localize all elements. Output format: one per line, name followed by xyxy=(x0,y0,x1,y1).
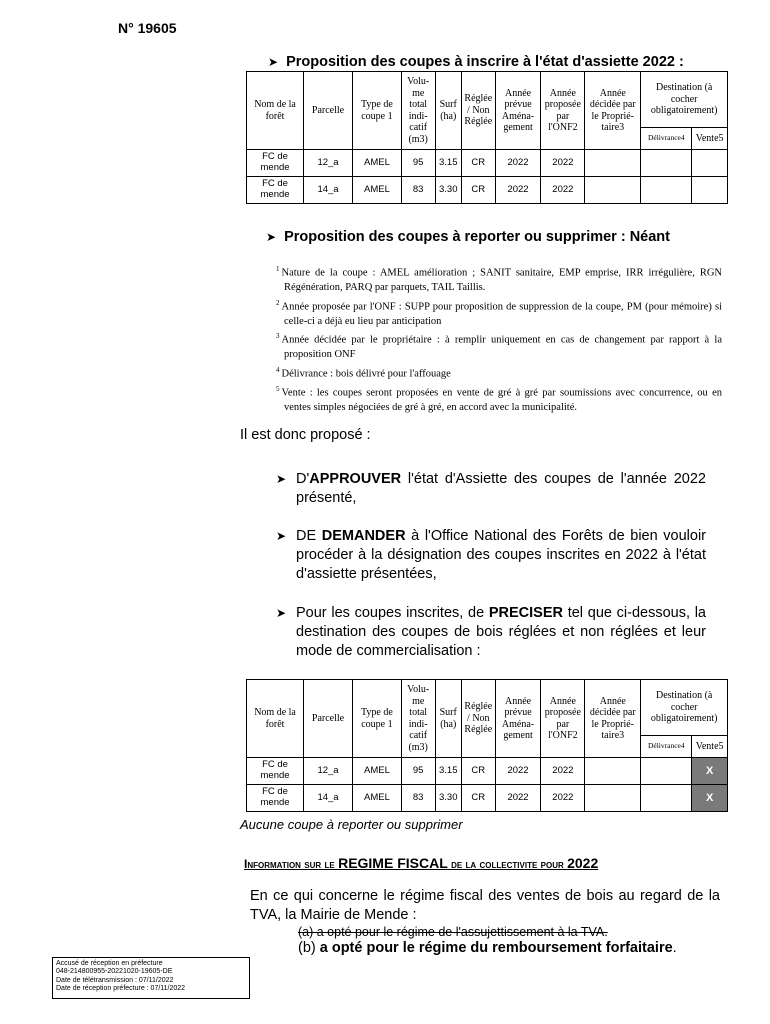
col-header-reglee: Réglée / Non Réglée xyxy=(461,72,495,150)
coupes-table-1 xyxy=(246,71,728,204)
bullet-preciser: ➤ Pour les coupes inscrites, de PRECISER tel que ci-dessous, la destination des coupes de bois réglées et non réglées et leur mode de commercialisation : xyxy=(276,605,706,659)
arrow-bullet-icon: ➤ xyxy=(276,606,287,620)
bullet-demander: ➤ DE DEMANDER à l'Office National des Forêts de bien vouloir procéder à la désignation des coupes inscrites en 2022 à l'état d'assiette présentées, xyxy=(276,528,707,582)
arrow-bullet-icon: ➤ xyxy=(266,230,277,244)
col-header-annee-prevue: Année prévue Aména-gement xyxy=(495,680,541,758)
col-header-destination: Destination (à cocher obligatoirement) xyxy=(641,680,728,736)
col-header-annee-proposee: Année proposée par l'ONF2 xyxy=(541,680,585,758)
footnote: $^1$ Nature de la coupe : AMEL amélioration ; SANIT sanitaire, EMP emprise, IRR irrégulière, RGN Régénération, PARQ par parquets, TAIL Taillis. xyxy=(276,265,722,293)
col-header-nom: Nom de la forêt xyxy=(247,72,304,150)
table-caption: Aucune coupe à reporter ou supprimer xyxy=(240,817,463,832)
col-header-volume: Volu-me total indi-catif (m3) xyxy=(401,72,435,150)
footnote: $^3$ Année décidée par le propriétaire : à remplir uniquement en cas de changement par rapport à la proposition ONF xyxy=(276,332,722,360)
col-header-delivrance: Délivrance4 xyxy=(641,736,692,758)
vente-checked-mark: X xyxy=(692,785,728,812)
section-title-inscrire: ➤ Proposition des coupes à inscrire à l'état d'assiette 2022 : xyxy=(268,54,684,70)
col-header-parcelle: Parcelle xyxy=(304,72,353,150)
arrow-bullet-icon: ➤ xyxy=(268,55,279,69)
col-header-delivrance: Délivrance4 xyxy=(641,128,692,150)
col-header-nom: Nom de la forêt xyxy=(247,680,304,758)
option-b: (b) a opté pour le régime du remboursement forfaitaire. xyxy=(298,940,677,956)
col-header-annee-proposee: Année proposée par l'ONF2 xyxy=(541,72,585,150)
col-header-volume: Volu-me total indi-catif (m3) xyxy=(401,680,435,758)
footnotes xyxy=(276,262,722,415)
regime-fiscal-text: En ce qui concerne le régime fiscal des ventes de bois au regard de la TVA, la Mairie de Mende : (a) a opté pour le régime de l'assujettissement à la TVA. (b) a opté pour le régime du remboursement forfaitaire. xyxy=(250,888,720,956)
option-a-struck: (a) a opté pour le régime de l'assujettissement à la TVA. xyxy=(298,925,608,939)
arrow-bullet-icon: ➤ xyxy=(276,472,287,486)
col-header-surf: Surf (ha) xyxy=(435,72,461,150)
prefecture-stamp: Accusé de réception en préfecture 048-214800955-20221020-19605-DE Date de télétransmission : 07/11/2022 Date de réception préfecture : 07/11/2022 xyxy=(52,957,250,999)
section-title-reporter: ➤ Proposition des coupes à reporter ou supprimer : Néant xyxy=(266,229,670,245)
table-row: FC de mende 12_a AMEL 95 3.15 CR 2022 2022 X xyxy=(247,758,728,785)
col-header-type: Type de coupe 1 xyxy=(352,680,401,758)
col-header-surf: Surf (ha) xyxy=(435,680,461,758)
col-header-vente: Vente5 xyxy=(692,128,728,150)
footnote: $^2$ Année proposée par l'ONF : SUPP pour proposition de suppression de la coupe, PM (pour mémoire) si celle-ci a déjà eu lieu par anticipation xyxy=(276,298,722,327)
bullet-approuver: ➤ D'APPROUVER l'état d'Assiette des coupes de l'année 2022 présenté, xyxy=(276,471,706,506)
vente-checked-mark: X xyxy=(692,758,728,785)
info-regime-title: Information sur le REGIME FISCAL de la collectivite pour 2022 xyxy=(244,855,599,871)
arrow-bullet-icon: ➤ xyxy=(276,529,287,543)
col-header-parcelle: Parcelle xyxy=(304,680,353,758)
col-header-destination: Destination (à cocher obligatoirement) xyxy=(641,72,728,128)
col-header-vente: Vente5 xyxy=(692,736,728,758)
table-row: FC de mende 12_a AMEL 95 3.15 CR 2022 2022 xyxy=(247,150,728,177)
col-header-annee-decidee: Année décidée par le Proprié-taire3 xyxy=(585,680,641,758)
col-header-reglee: Réglée / Non Réglée xyxy=(461,680,495,758)
col-header-type: Type de coupe 1 xyxy=(352,72,401,150)
document-number: N° 19605 xyxy=(118,20,177,36)
footnote: $^4$ Délivrance : bois délivré pour l'affouage xyxy=(276,365,451,379)
col-header-annee-prevue: Année prévue Aména-gement xyxy=(495,72,541,150)
coupes-table-2 xyxy=(246,679,728,812)
proposal-intro: Il est donc proposé : xyxy=(240,427,371,443)
footnote: $^5$ Vente : les coupes seront proposées en vente de gré à gré par soumissions avec concurrence, ou en ventes simples négociées de gré à gré, en accord avec la municipalité. xyxy=(276,384,722,413)
table-row: FC de mende 14_a AMEL 83 3.30 CR 2022 2022 X xyxy=(247,785,728,812)
table-row: FC de mende 14_a AMEL 83 3.30 CR 2022 2022 xyxy=(247,177,728,204)
col-header-annee-decidee: Année décidée par le Proprié-taire3 xyxy=(585,72,641,150)
